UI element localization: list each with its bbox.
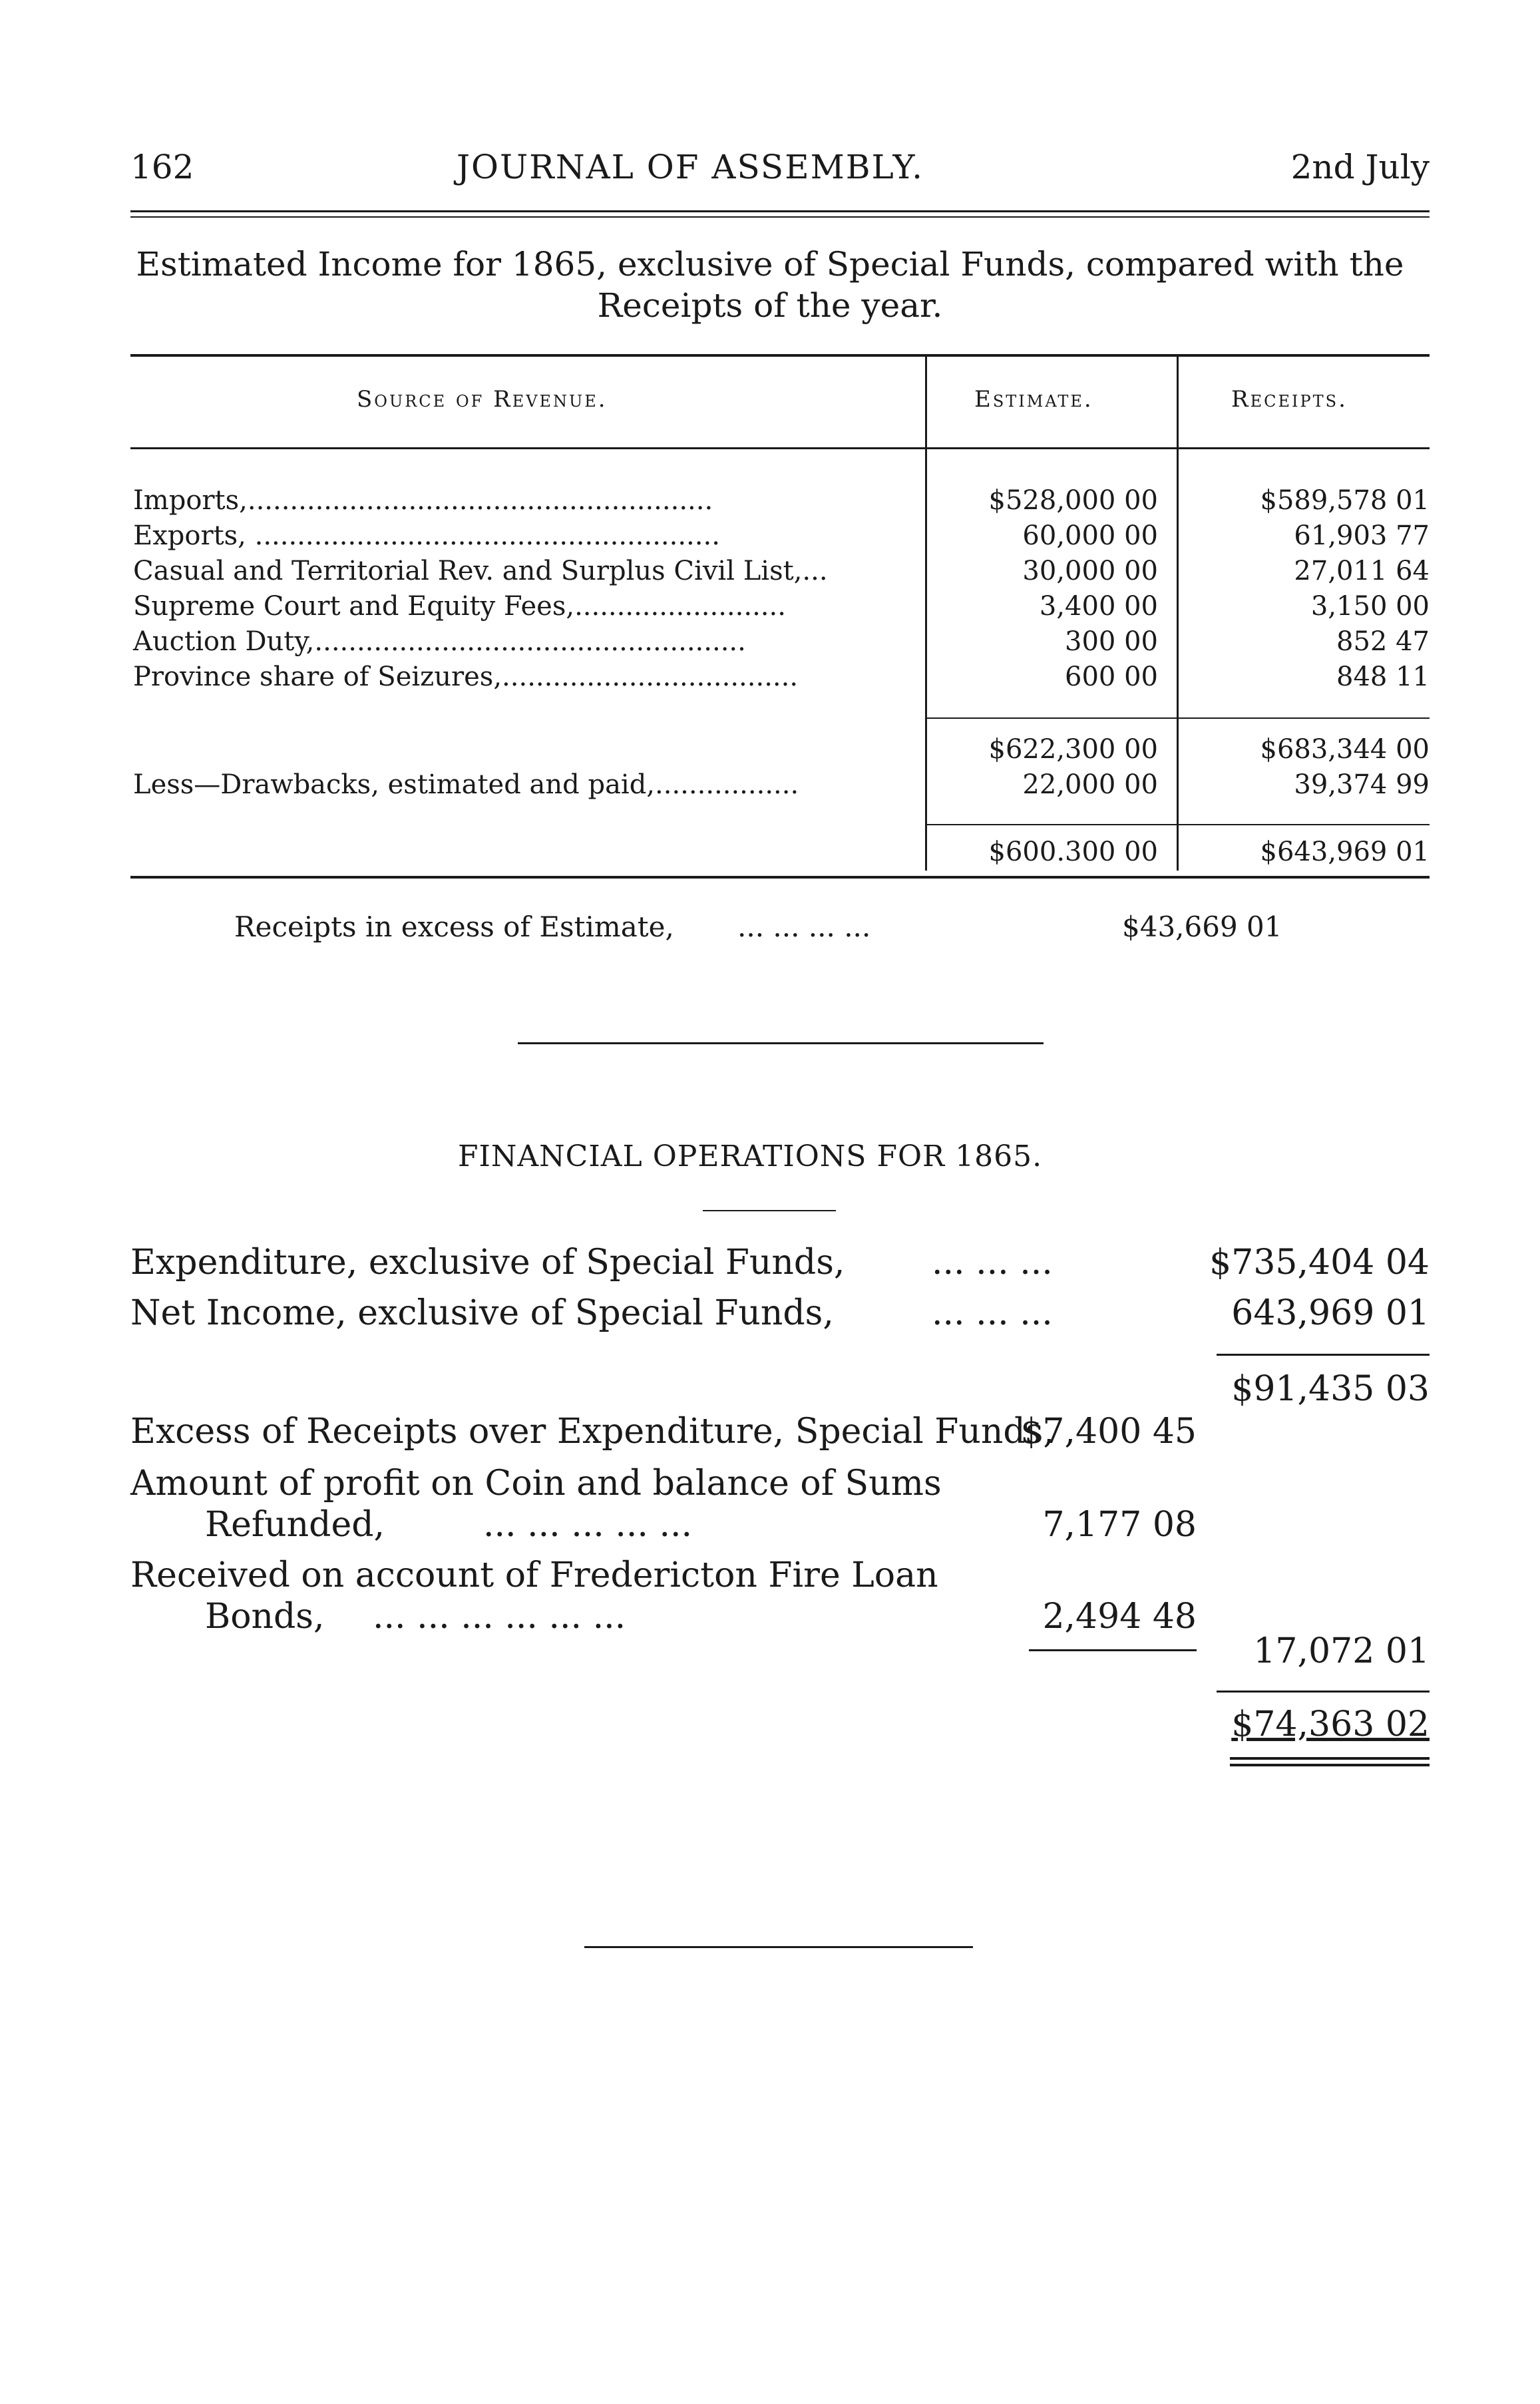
subtotal-rule-receipts — [1178, 717, 1430, 719]
column-header-source: Source of Revenue. — [357, 386, 608, 413]
coin-profit-dots: ... ... ... ... ... — [483, 1505, 693, 1545]
subtotal-receipts — [1260, 732, 1430, 803]
section-divider — [518, 1042, 1044, 1044]
estimate-cell: 3,400 00 — [1039, 591, 1158, 622]
table-bottom-rule — [130, 876, 1430, 879]
total-receipts: $643,969 01 — [1260, 837, 1430, 867]
column-header-receipts: Receipts. — [1231, 386, 1348, 413]
column-divider-1 — [925, 357, 927, 871]
column-header-estimate: Estimate. — [974, 386, 1093, 413]
special-total-value: 17,072 01 — [1253, 1631, 1430, 1671]
table-caption-line-2: Receipts of the year. — [597, 286, 943, 325]
receipts-column — [1260, 483, 1430, 695]
header-date: 2nd July — [1290, 148, 1430, 186]
receipts-cell: 61,903 77 — [1294, 520, 1430, 551]
excess-label: Receipts in excess of Estimate, — [234, 910, 674, 943]
running-title: JOURNAL OF ASSEMBLY. — [457, 148, 924, 186]
header-rule-thin — [130, 216, 1430, 218]
coin-profit-label-line-1: Amount of profit on Coin and balance of Sums — [130, 1464, 942, 1503]
total-rule-receipts — [1178, 824, 1430, 825]
table-header-rule — [130, 447, 1430, 449]
table-row: Supreme Court and Equity Fees,......................... — [133, 591, 786, 622]
receipts-cell: 848 11 — [1336, 662, 1430, 692]
fire-loan-label-line-2: Bonds, — [205, 1597, 325, 1637]
estimate-cell: 60,000 00 — [1022, 520, 1158, 551]
table-row: Imports,....................................................... — [133, 485, 713, 516]
net-income-label: Net Income, exclusive of Special Funds, — [130, 1293, 834, 1333]
expenditure-label: Expenditure, exclusive of Special Funds, — [130, 1243, 845, 1283]
difference-value: $91,435 03 — [1231, 1369, 1430, 1409]
revenue-source-list — [133, 483, 828, 695]
subtotal-rule-estimate — [926, 717, 1177, 719]
page-number: 162 — [130, 148, 194, 186]
receipts-cell: 852 47 — [1336, 626, 1430, 657]
excess-leader-dots: ... ... ... ... — [737, 910, 871, 943]
financial-operations-heading: FINANCIAL OPERATIONS FOR 1865. — [458, 1139, 1043, 1173]
estimate-cell: 300 00 — [1065, 626, 1158, 657]
excess-value: $43,669 01 — [1122, 910, 1282, 943]
excess-receipts-value: $7,400 45 — [1020, 1412, 1197, 1452]
table-top-rule — [130, 354, 1430, 357]
total-rule-estimate — [926, 824, 1177, 825]
total-estimate: $600.300 00 — [988, 837, 1158, 867]
grand-total-rule — [1217, 1691, 1430, 1693]
receipts-cell: 27,011 64 — [1294, 556, 1430, 586]
subtotal-estimate — [989, 732, 1158, 803]
excess-receipts-label: Excess of Receipts over Expenditure, Special Funds, — [130, 1412, 1054, 1452]
grand-total-double-rule-2 — [1230, 1764, 1430, 1766]
drawbacks-label: Less—Drawbacks, estimated and paid,................. — [133, 769, 799, 800]
difference-rule — [1217, 1354, 1430, 1356]
closing-rule — [584, 1946, 973, 1948]
net-income-dots: ... ... ... — [932, 1293, 1053, 1333]
fire-loan-dots: ... ... ... ... ... ... — [373, 1597, 626, 1637]
receipts-cell: 3,150 00 — [1310, 591, 1430, 622]
net-income-value: 643,969 01 — [1231, 1293, 1430, 1333]
estimate-cell: 30,000 00 — [1022, 556, 1158, 586]
table-row: Casual and Territorial Rev. and Surplus Civil List,... — [133, 556, 828, 586]
expenditure-dots: ... ... ... — [932, 1243, 1053, 1283]
header-rule — [130, 210, 1430, 212]
estimate-cell: 600 00 — [1065, 662, 1158, 692]
table-row: Auction Duty,................................................... — [133, 626, 746, 657]
fire-loan-label-line-1: Received on account of Fredericton Fire Loan — [130, 1555, 938, 1595]
drawbacks-receipts-value: 39,374 99 — [1294, 769, 1430, 800]
coin-profit-label-line-2: Refunded, — [205, 1505, 385, 1545]
estimate-cell: $528,000 00 — [988, 485, 1158, 516]
drawbacks-estimate-value: 22,000 00 — [1022, 769, 1158, 800]
grand-total-double-rule-1 — [1230, 1757, 1430, 1760]
subtotal-receipts-value: $683,344 00 — [1260, 734, 1430, 765]
column-divider-2 — [1177, 357, 1179, 871]
fire-loan-value: 2,494 48 — [1042, 1597, 1197, 1637]
subtotal-estimate-value: $622,300 00 — [988, 734, 1158, 765]
table-row: Exports, ....................................................... — [133, 520, 720, 551]
expenditure-value: $735,404 04 — [1209, 1243, 1430, 1283]
table-caption-line-1: Estimated Income for 1865, exclusive of Special Funds, compared with the — [136, 245, 1404, 284]
estimate-column — [989, 483, 1158, 695]
receipts-cell: $589,578 01 — [1260, 485, 1430, 516]
special-funds-rule — [1029, 1649, 1197, 1651]
grand-total-value: $74,363 02 — [1231, 1704, 1430, 1744]
coin-profit-value: 7,177 08 — [1042, 1505, 1197, 1545]
table-caption — [0, 244, 1540, 326]
heading-underline — [703, 1210, 836, 1211]
table-row: Province share of Seizures,................................... — [133, 662, 799, 692]
